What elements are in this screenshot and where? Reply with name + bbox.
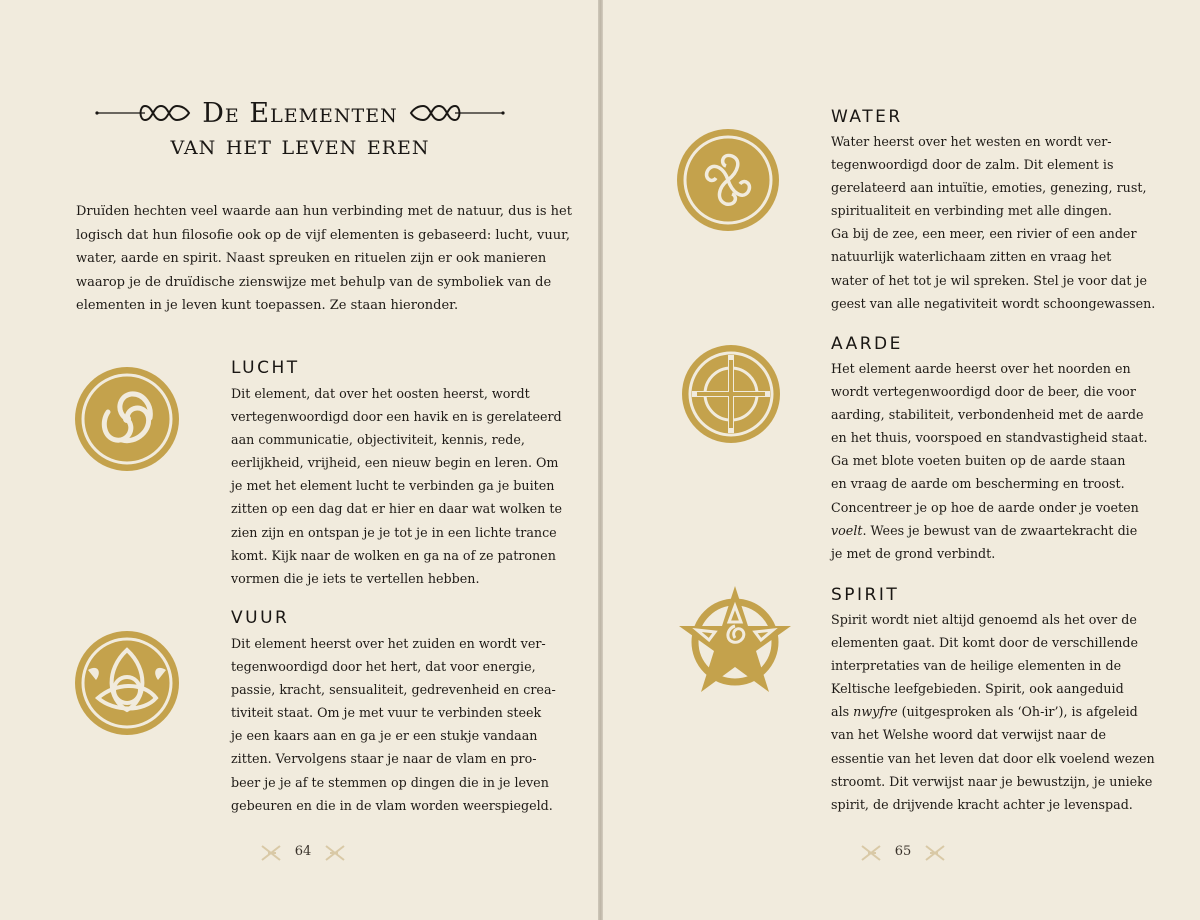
text-line: eerlijkheid, vrijheid, een nieuw begin en leren. Om	[231, 455, 559, 471]
page-number: 65	[894, 844, 912, 859]
text-line: Ga bij de zee, een meer, een rivier of een ander	[831, 226, 1137, 242]
text-line: spirit, de drijvende kracht achter je levenspad.	[831, 796, 1133, 812]
section-aarde	[831, 333, 1171, 565]
heading-aarde: AARDE	[831, 334, 903, 354]
text-line: vormen die je iets te vertellen hebben.	[231, 570, 480, 586]
right-page	[603, 0, 1200, 920]
heading-lucht: LUCHT	[231, 358, 300, 378]
text-line: Dit element, dat over het oosten heerst, wordt	[231, 386, 530, 401]
text-line: komt. Kijk naar de wolken en ga na of ze patronen	[231, 547, 556, 563]
intro-line: waarop je de druïdische zienswijze met behulp van de symboliek van de	[76, 274, 552, 290]
page-number: 64	[294, 844, 312, 859]
text-line: gebeuren en die in de vlam worden weerspiegeld.	[231, 797, 553, 813]
title-line-2: van het leven eren	[170, 130, 430, 161]
text-line: vertegenwoordigd door een havik en is gerelateerd	[231, 409, 562, 425]
celtic-knot-right-ornament	[405, 100, 505, 126]
text-line: en vraag de aarde om bescherming en troost.	[831, 476, 1125, 492]
text-line: beer je je af te stemmen op dingen die in je leven	[231, 774, 549, 790]
text-line: voelt. Wees je bewust van de zwaartekracht die	[831, 522, 1138, 538]
body-lucht	[231, 382, 571, 590]
text-line: van het Welshe woord dat verwijst naar de	[831, 727, 1106, 743]
fire-triquetra-icon	[74, 630, 180, 736]
text-line: je met het element lucht te verbinden ga je buiten	[231, 478, 555, 494]
italic-word: nwyfre	[853, 704, 898, 720]
text-line: Keltische leefgebieden. Spirit, ook aangeduid	[831, 681, 1124, 697]
text-line: wordt vertegenwoordigd door de beer, die voor	[831, 384, 1136, 400]
left-page	[0, 0, 598, 920]
section-water	[831, 106, 1171, 315]
text-line: tegenwoordigd door het hert, dat voor energie,	[231, 659, 536, 675]
intro-line: logisch dat hun filosofie ook op de vijf elementen is gebaseerd: lucht, vuur,	[76, 227, 571, 243]
text-line: zitten. Vervolgens staar je naar de vlam en pro-	[231, 751, 537, 767]
text-line: aan communicatie, objectiviteit, kennis, rede,	[231, 432, 525, 448]
text-line: Spirit wordt niet altijd genoemd als het over de	[831, 612, 1137, 627]
section-spirit	[831, 584, 1171, 816]
text-line: natuurlijk waterlichaam zitten en vraag het	[831, 249, 1112, 265]
text-line: Concentreer je op hoe de aarde onder je voeten	[831, 499, 1139, 515]
text-line: water of het tot je wil spreken. Stel je voor dat je	[831, 272, 1147, 288]
text-line: stroomt. Dit verwijst naar je bewustzijn, je unieke	[831, 773, 1153, 789]
text-line: Water heerst over het westen en wordt ver-	[831, 134, 1112, 149]
text-line: elementen gaat. Dit komt door de verschillende	[831, 635, 1139, 651]
text-line: passie, kracht, sensualiteit, gedrevenheid en crea-	[231, 682, 556, 698]
title-line-1: De Elementen	[202, 98, 398, 129]
text-line: tegenwoordigd door de zalm. Dit element is	[831, 157, 1114, 173]
heading-water: WATER	[831, 107, 903, 127]
chapter-title	[95, 96, 505, 166]
body-spirit	[831, 608, 1171, 816]
italic-word: voelt	[831, 522, 863, 538]
text-line: Ga met blote voeten buiten op de aarde staan	[831, 453, 1126, 469]
text-line: je met de grond verbindt.	[831, 545, 996, 561]
body-water	[831, 130, 1171, 315]
intro-line: water, aarde en spirit. Naast spreuken en rituelen zijn er ook manieren	[76, 251, 547, 267]
text-line: interpretaties van de heilige elementen in de	[831, 658, 1122, 674]
air-spiral-icon	[74, 366, 180, 472]
section-vuur	[231, 607, 571, 817]
text-line: zitten op een dag dat er hier en daar wat wolken te	[231, 501, 562, 517]
water-triskele-icon	[676, 128, 780, 232]
intro-line: Druïden hechten veel waarde aan hun verbinding met de natuur, dus is het	[76, 204, 572, 219]
page-number-right	[858, 838, 948, 868]
text-line: aarding, stabiliteit, verbondenheid met de aarde	[831, 407, 1144, 423]
intro-line: elementen in je leven kunt toepassen. Ze staan hieronder.	[76, 298, 459, 314]
text-line: Het element aarde heerst over het noorden en	[831, 361, 1131, 376]
heading-spirit: SPIRIT	[831, 585, 900, 605]
spirit-pentagram-icon	[675, 582, 795, 696]
text-line: spiritualiteit en verbinding met alle dingen.	[831, 203, 1112, 219]
body-aarde	[831, 357, 1171, 565]
page-number-left	[258, 838, 348, 868]
text-line: essentie van het leven dat door elk voelend wezen	[831, 750, 1155, 766]
text-line: je een kaars aan en ga je er een stukje vandaan	[231, 728, 538, 744]
earth-cross-icon	[681, 344, 781, 444]
section-lucht	[231, 357, 571, 590]
text-line: zien zijn en ontspan je je tot je in een lichte trance	[231, 524, 557, 540]
text-line: Dit element heerst over het zuiden en wordt ver-	[231, 636, 546, 651]
heading-vuur: VUUR	[231, 608, 290, 628]
text-line: als nwyfre (uitgesproken als ‘Oh-ir’), is afgeleid	[831, 704, 1138, 720]
text-line: gerelateerd aan intuïtie, emoties, genezing, rust,	[831, 180, 1147, 196]
intro-paragraph	[76, 200, 572, 318]
body-vuur	[231, 632, 571, 817]
text-line: tiviteit staat. Om je met vuur te verbinden steek	[231, 705, 542, 721]
text-line: geest van alle negativiteit wordt schoongewassen.	[831, 295, 1156, 311]
text-line: en het thuis, voorspoed en standvastigheid staat.	[831, 430, 1148, 446]
